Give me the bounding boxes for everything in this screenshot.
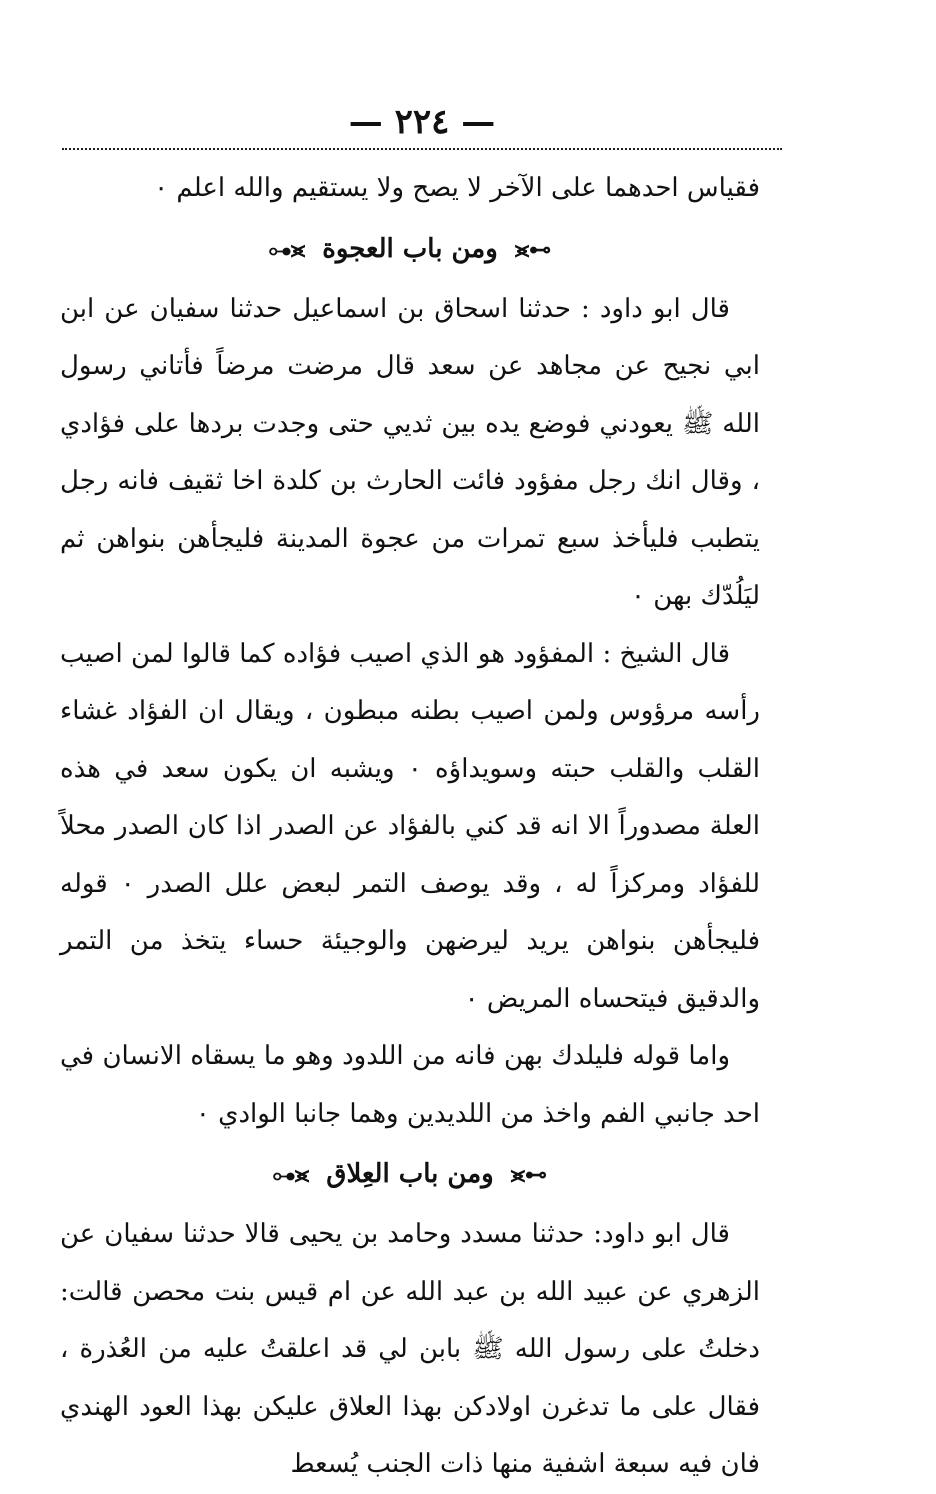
- heading-ornament-icon: ⊶⪤: [510, 1162, 548, 1188]
- section-heading-ajwa: [60, 218, 760, 281]
- page-header: [62, 100, 782, 150]
- paragraph-continuation: فقياس احدهما على الآخر لا يصح ولا يستقيم والله اعلم ٠: [154, 173, 760, 203]
- page-number: — ٢٢٤ —: [348, 102, 496, 142]
- paragraph-commentary-ajwa: قال الشيخ : المفؤود هو الذي اصيب فؤاده كما قالوا لمن اصيب رأسه مرؤوس ولمن اصيب بطنه مبطون ، ويقال ان الفؤاد غشاء القلب والقلب حبته وسويداؤه ٠ ويشبه ان يكون سعد في هذه العلة مصدوراً الا انه قد كني بالفؤاد عن الصدر اذا كان الصدر محلاً للفؤاد ومركزاً له ، وقد يوصف التمر لبعض علل الصدر ٠ قوله فليجأهن بنواهن يريد ليرضهن والوجيئة حساء يتخذ من التمر والدقيق فيتحساه المريض ٠: [60, 638, 760, 1014]
- section-heading-ilaq: [60, 1143, 760, 1206]
- paragraph-hadith-ajwa: قال ابو داود : حدثنا اسحاق بن اسماعيل حدثنا سفيان عن ابن ابي نجيح عن مجاهد عن سعد قال مرضت مرضاً فأتاني رسول الله ﷺ يعودني فوضع يده بين ثديي حتى وجدت بردها على فؤادي ، وقال انك رجل مفؤود فائت الحارث بن كلدة اخا ثقيف فانه رجل يتطبب فليأخذ سبع تمرات من عجوة المدينة فليجأهن بنواهن ثم ليَلُدّك بهن ٠: [60, 293, 760, 611]
- section-title: ومن باب العجوة: [322, 233, 498, 264]
- paragraph-hadith-ilaq: قال ابو داود: حدثنا مسدد وحامد بن يحيى قالا حدثنا سفيان عن الزهري عن عبيد الله بن عبد الله عن ام قيس بنت محصن قالت: دخلتُ على رسول الله ﷺ بابن لي قد اعلقتُ عليه من العُذرة ، فقال على ما تدغرن اولادكن بهذا العلاق عليكن بهذا العود الهندي فان فيه سبعة اشفية منها ذات الجنب يُسعط: [60, 1219, 760, 1479]
- paragraph-commentary-ladud: واما قوله فليلدك بهن فانه من اللدود وهو ما يسقاه الانسان في احد جانبي الفم واخذ من اللديدين وهما جانبا الوادي ٠: [60, 1041, 760, 1129]
- section-title: ومن باب العِلاق: [326, 1159, 494, 1189]
- header-rule: [62, 148, 782, 150]
- heading-ornament-icon: ⊶⪤: [514, 236, 552, 263]
- heading-ornament-icon: ⪤⊷: [268, 236, 306, 263]
- page-body: [60, 160, 760, 1494]
- heading-ornament-icon: ⪤⊷: [272, 1162, 310, 1188]
